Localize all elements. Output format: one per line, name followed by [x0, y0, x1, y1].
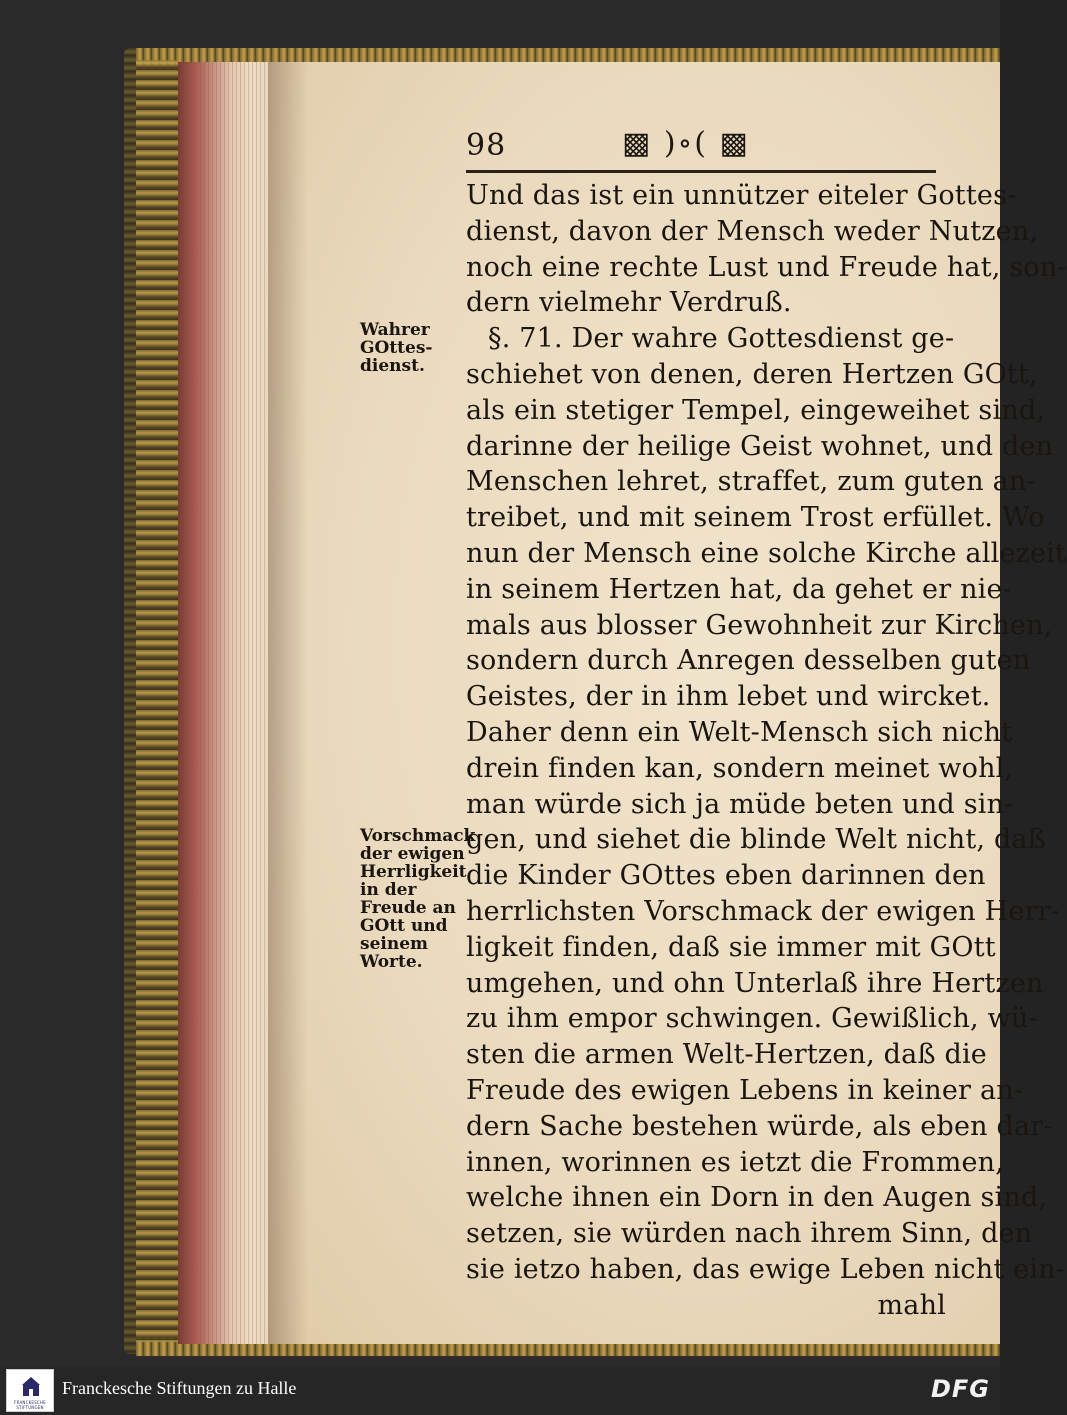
paragraph-start-line: §. 71. Der wahre Gottesdienst ge- [488, 323, 955, 355]
text-line: dienst, davon der Mensch weder Nutzen, [466, 215, 1039, 247]
institution-name[interactable]: Franckesche Stiftungen zu Halle [62, 1378, 297, 1398]
margin-note-line: dienst. [360, 356, 425, 376]
text-line: sten die armen Welt-Hertzen, daß die [466, 1039, 987, 1071]
text-line: als ein stetiger Tempel, eingeweihet sind, [466, 394, 1046, 426]
page-number: 98 [466, 128, 507, 163]
text-line: Freude des ewigen Lebens in keiner an- [466, 1074, 1024, 1106]
body-text [466, 178, 1067, 1324]
margin-note-line: der ewigen [360, 844, 465, 864]
margin-note-line: Worte. [360, 952, 423, 972]
text-line: noch eine rechte Lust und Freude hat, son- [466, 251, 1067, 283]
header-rule [466, 170, 936, 173]
margin-note-line: Vorschmack [360, 826, 476, 846]
page-edges-lines [200, 62, 274, 1344]
text-line: welche ihnen ein Dorn in den Augen sind, [466, 1182, 1048, 1214]
text-line: darinne der heilige Geist wohnet, und den [466, 430, 1054, 462]
gilded-border [136, 60, 178, 1342]
text-line: Menschen lehret, straffet, zum guten an- [466, 466, 1036, 498]
dfg-logo[interactable]: DFG [930, 1375, 990, 1403]
margin-note-line: in der [360, 880, 417, 900]
text-line: Und das ist ein unnützer eiteler Gottes- [466, 180, 1017, 211]
margin-note-vorschmack [360, 827, 475, 971]
text-line: man würde sich ja müde beten und sin- [466, 788, 1014, 820]
catchword: mahl [877, 1289, 946, 1321]
text-line: schiehet von denen, deren Hertzen GOtt, [466, 358, 1038, 390]
margin-note-line: Wahrer [360, 320, 430, 340]
text-line: innen, worinnen es ietzt die Frommen, [466, 1146, 1005, 1178]
text-line: dern vielmehr Verdruß. [466, 287, 792, 319]
text-line: Geistes, der in ihm lebet und wircket. [466, 681, 991, 713]
margin-note-line: seinem [360, 934, 429, 954]
margin-note-line: GOtt und [360, 916, 448, 936]
text-line: sondern durch Anregen desselben guten [466, 645, 1031, 677]
margin-note-wahrer-gottesdienst [360, 321, 432, 375]
header-ornament: ▩ )∘( ▩ [622, 126, 750, 161]
francke-logo[interactable] [6, 1369, 54, 1412]
text-line: nun der Mensch eine solche Kirche allezeit [466, 537, 1067, 569]
text-line: ligkeit finden, daß sie immer mit GOtt [466, 931, 996, 963]
text-line: treibet, und mit seinem Trost erfüllet. Wo [466, 502, 1045, 534]
text-line: gen, und siehet die blinde Welt nicht, daß [466, 824, 1046, 856]
text-line: drein finden kan, sondern meinet wohl, [466, 752, 1014, 784]
margin-note-line: Freude an [360, 898, 456, 918]
text-line: umgehen, und ohn Unterlaß ihre Hertzen [466, 967, 1044, 999]
footer-bar [0, 1366, 1000, 1415]
text-line: mals aus blosser Gewohnheit zur Kirchen, [466, 609, 1053, 641]
logo-text: FRANCKESCHE STIFTUNGEN [14, 1400, 46, 1410]
orphanage-emblem-icon [21, 1376, 41, 1398]
margin-note-line: Herrligkeit [360, 862, 467, 882]
text-line: die Kinder GOttes eben darinnen den [466, 860, 986, 892]
text-line: Daher denn ein Welt-Mensch sich nicht [466, 716, 1013, 748]
text-line: herrlichsten Vorschmack der ewigen Herr- [466, 895, 1061, 927]
text-line: zu ihm empor schwingen. Gewißlich, wü- [466, 1003, 1038, 1035]
text-line: sie ietzo haben, das ewige Leben nicht ein- [466, 1253, 1066, 1285]
gutter-shadow [268, 62, 308, 1344]
margin-note-line: GOttes- [360, 338, 433, 358]
text-line: in seinem Hertzen hat, da gehet er nie- [466, 573, 1013, 605]
text-line: dern Sache bestehen würde, als eben dar- [466, 1110, 1053, 1142]
text-line: setzen, sie würden nach ihrem Sinn, den [466, 1218, 1033, 1250]
